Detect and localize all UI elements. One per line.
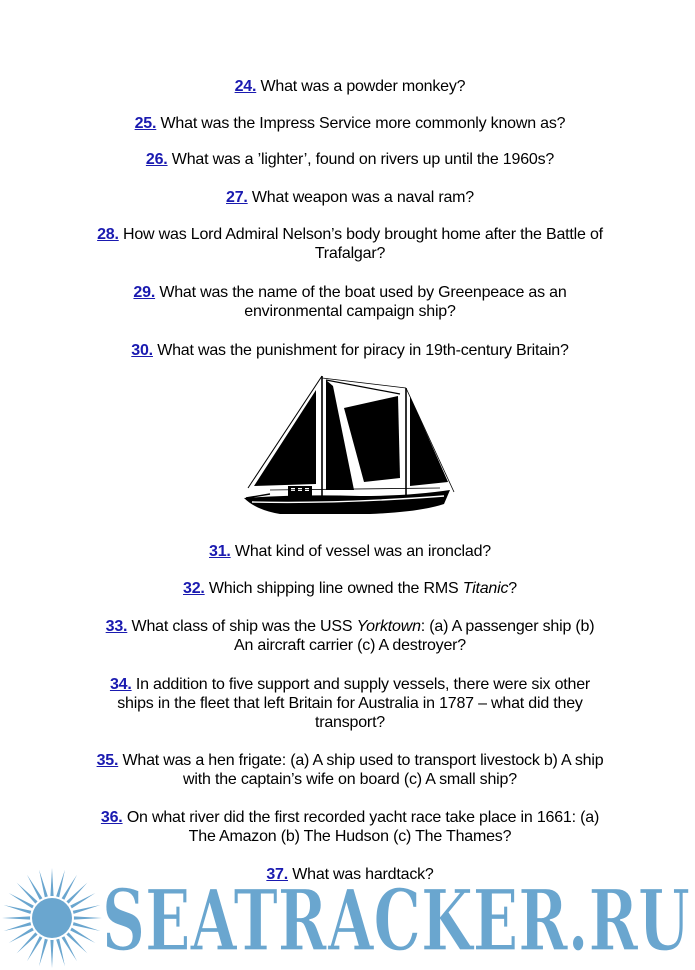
sailing-ship-icon bbox=[240, 372, 460, 524]
brand-watermark bbox=[100, 872, 692, 962]
question-number-link[interactable]: 25. bbox=[134, 115, 157, 132]
question-number-link[interactable]: 35. bbox=[96, 752, 119, 769]
question-text: How was Lord Admiral Nelson’s body brought home after the Battle of Trafalgar? bbox=[123, 226, 603, 262]
brand-watermark-text: SEATRACKER.RU bbox=[102, 872, 690, 962]
ship-name: Yorktown bbox=[356, 618, 421, 635]
question-text: What was the punishment for piracy in 19th-century Britain? bbox=[157, 342, 569, 359]
question-31 bbox=[80, 542, 620, 561]
question-number-link[interactable]: 26. bbox=[145, 151, 168, 168]
sun-ray bbox=[56, 939, 65, 967]
question-30 bbox=[80, 341, 620, 360]
question-text: What kind of vessel was an ironclad? bbox=[234, 543, 491, 560]
question-text: What was hardtack? bbox=[292, 866, 434, 883]
question-number-link[interactable]: 30. bbox=[131, 342, 153, 359]
sun-ray bbox=[39, 870, 48, 898]
question-33 bbox=[100, 617, 600, 655]
sun-ray bbox=[56, 870, 65, 898]
question-number-link[interactable]: 29. bbox=[133, 284, 156, 301]
question-28 bbox=[90, 225, 610, 263]
sun-ray bbox=[17, 932, 38, 953]
sun-ray bbox=[74, 916, 102, 919]
question-text-end: : (a) A passenger ship (b) An aircraft carrier (c) A destroyer? bbox=[234, 618, 595, 654]
sun-ray bbox=[73, 922, 101, 931]
sun-ray bbox=[73, 905, 101, 914]
question-text: What was the Impress Service more commonly known as? bbox=[160, 115, 566, 132]
question-24 bbox=[80, 77, 620, 96]
question-number-link[interactable]: 24. bbox=[234, 78, 257, 95]
sun-ray bbox=[4, 922, 32, 931]
question-text: Which shipping line owned the RMS bbox=[208, 580, 463, 597]
question-text: What was a ’lighter’, found on rivers up until the 1960s? bbox=[171, 151, 555, 168]
question-text: On what river did the first recorded yacht race take place in 1661: (a) The Amazon (b) The Hudson (c) The Thames? bbox=[126, 809, 600, 845]
question-number-link[interactable]: 27. bbox=[226, 189, 248, 206]
question-36 bbox=[90, 808, 610, 846]
question-27 bbox=[80, 188, 620, 207]
question-25 bbox=[80, 114, 620, 133]
sun-ray bbox=[50, 868, 53, 896]
question-text: What was a hen frigate: (a) A ship used to transport livestock b) A ship with the captain’s wife on board (c) A small ship? bbox=[122, 752, 604, 788]
sun-ray bbox=[39, 939, 48, 967]
sun-ray bbox=[17, 883, 38, 904]
question-26 bbox=[80, 150, 620, 169]
sun-ray bbox=[66, 883, 87, 904]
ship-name: Titanic bbox=[462, 580, 509, 597]
question-text: What was the name of the boat used by Greenpeace as an environmental campaign ship? bbox=[159, 284, 567, 320]
sun-ray bbox=[2, 916, 30, 919]
sun-logo-icon bbox=[0, 866, 104, 970]
question-text: In addition to five support and supply vessels, there were six other ships in the fleet that left Britain for Australia in 1787 – what did they transport? bbox=[117, 676, 591, 731]
question-text: What class of ship was the USS bbox=[131, 618, 357, 635]
question-number-link[interactable]: 32. bbox=[183, 580, 205, 597]
question-number-link[interactable]: 36. bbox=[100, 809, 123, 826]
sun-ray bbox=[50, 940, 53, 968]
sun-ray bbox=[66, 932, 87, 953]
sun-ray bbox=[4, 905, 32, 914]
question-number-link[interactable]: 33. bbox=[105, 618, 128, 635]
question-32 bbox=[80, 579, 620, 598]
question-29 bbox=[90, 283, 610, 321]
question-35 bbox=[90, 751, 610, 789]
question-34 bbox=[90, 675, 610, 732]
question-number-link[interactable]: 28. bbox=[97, 226, 119, 243]
question-text: What weapon was a naval ram? bbox=[251, 189, 474, 206]
question-number-link[interactable]: 31. bbox=[209, 543, 231, 560]
question-number-link[interactable]: 37. bbox=[266, 866, 289, 883]
question-number-link[interactable]: 34. bbox=[109, 676, 132, 693]
question-text-end: ? bbox=[508, 580, 517, 597]
question-text: What was a powder monkey? bbox=[260, 78, 466, 95]
